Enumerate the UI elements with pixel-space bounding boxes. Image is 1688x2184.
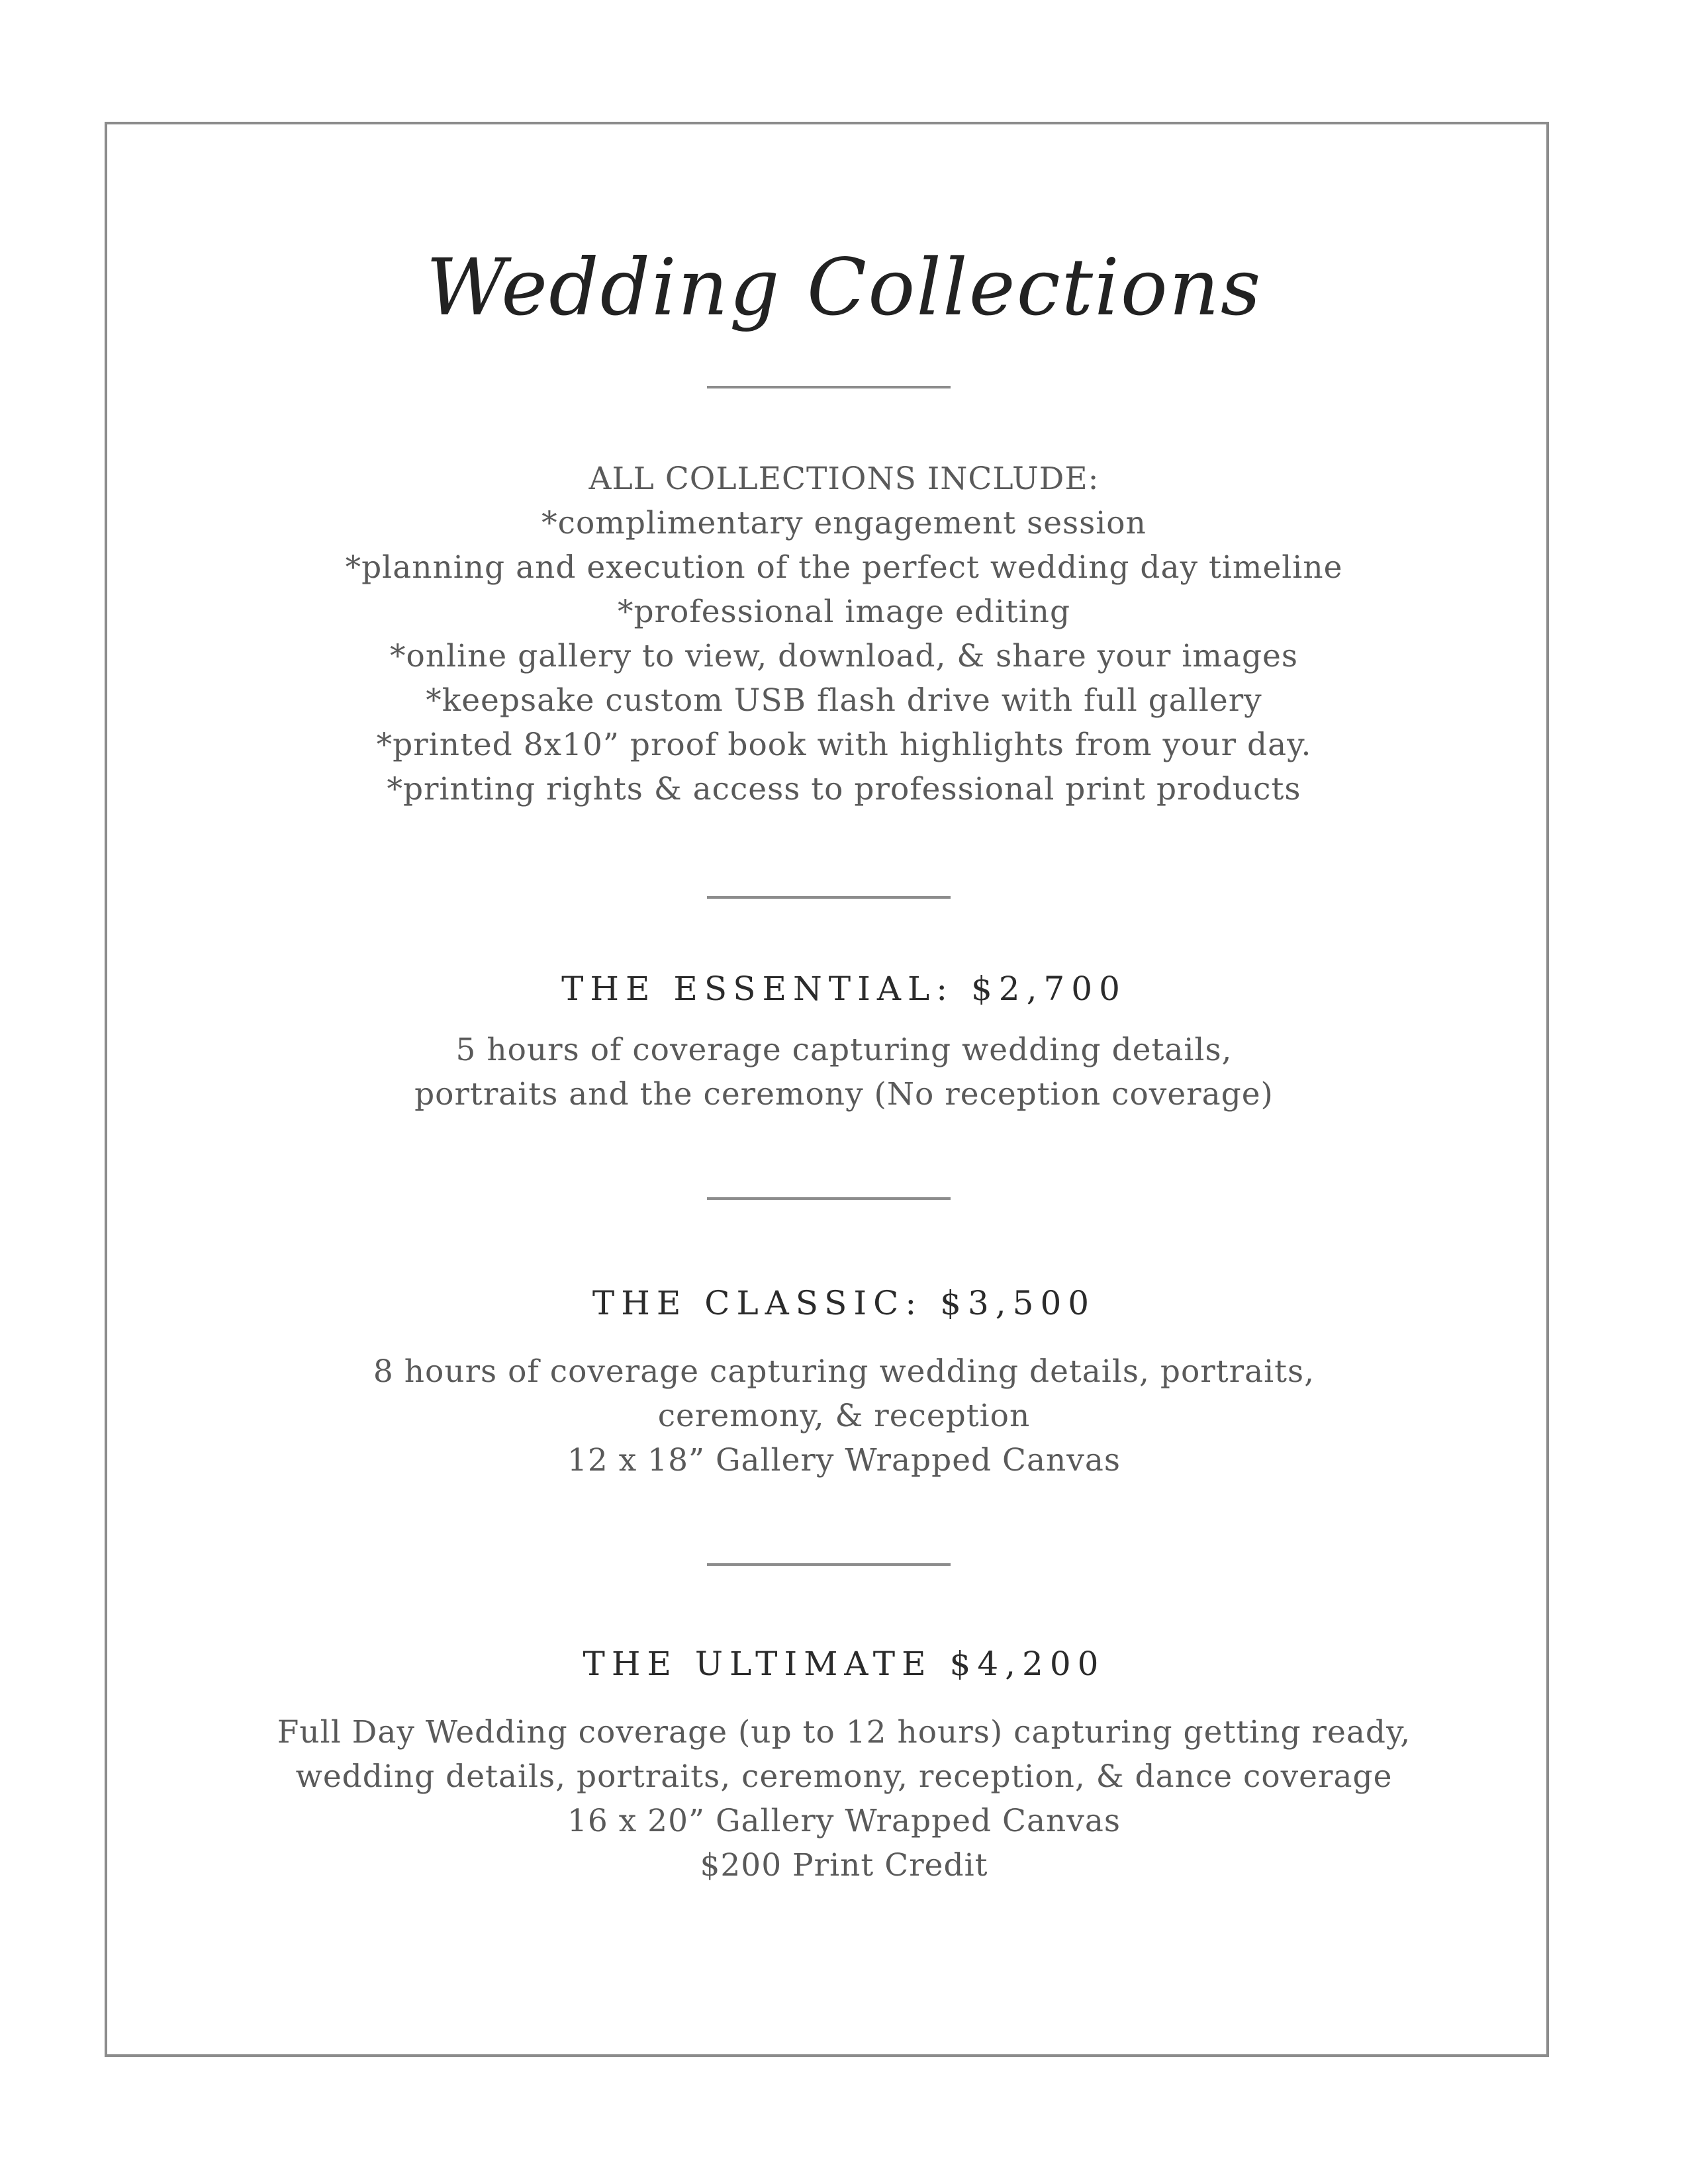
- package-line: 12 x 18” Gallery Wrapped Canvas: [567, 1442, 1121, 1479]
- package-line: $200 Print Credit: [700, 1847, 988, 1884]
- package-heading-classic: THE CLASSIC: $3,500: [592, 1284, 1096, 1322]
- includes-heading: ALL COLLECTIONS INCLUDE:: [588, 461, 1100, 497]
- divider: [707, 386, 951, 388]
- divider: [707, 1197, 951, 1200]
- package-description-essential: [0, 1028, 1688, 1116]
- package-description-classic: [0, 1349, 1688, 1482]
- package-line: wedding details, portraits, ceremony, reception, & dance coverage: [295, 1758, 1393, 1795]
- package-line: ceremony, & reception: [657, 1398, 1031, 1434]
- package-description-ultimate: [0, 1710, 1688, 1888]
- includes-item: *keepsake custom USB flash drive with full gallery: [426, 682, 1262, 719]
- package-line: Full Day Wedding coverage (up to 12 hours) capturing getting ready,: [277, 1714, 1411, 1751]
- package-heading-ultimate: THE ULTIMATE $4,200: [583, 1645, 1105, 1683]
- includes-item: *printed 8x10” proof book with highlights from your day.: [376, 727, 1312, 763]
- package-line: portraits and the ceremony (No reception coverage): [414, 1076, 1274, 1113]
- divider: [707, 896, 951, 899]
- divider: [707, 1563, 951, 1566]
- package-line: 16 x 20” Gallery Wrapped Canvas: [567, 1803, 1121, 1839]
- package-line: 5 hours of coverage capturing wedding details,: [455, 1032, 1233, 1068]
- package-heading-essential: THE ESSENTIAL: $2,700: [561, 970, 1127, 1008]
- page-title: Wedding Collections: [426, 242, 1262, 333]
- includes-item: *professional image editing: [617, 594, 1071, 630]
- includes-item: *printing rights & access to professional print products: [387, 771, 1301, 807]
- includes-item: *planning and execution of the perfect wedding day timeline: [345, 549, 1343, 586]
- package-line: 8 hours of coverage capturing wedding details, portraits,: [373, 1353, 1315, 1390]
- includes-item: *online gallery to view, download, & share your images: [390, 638, 1298, 674]
- includes-item: *complimentary engagement session: [541, 505, 1147, 541]
- includes-section: [0, 457, 1688, 811]
